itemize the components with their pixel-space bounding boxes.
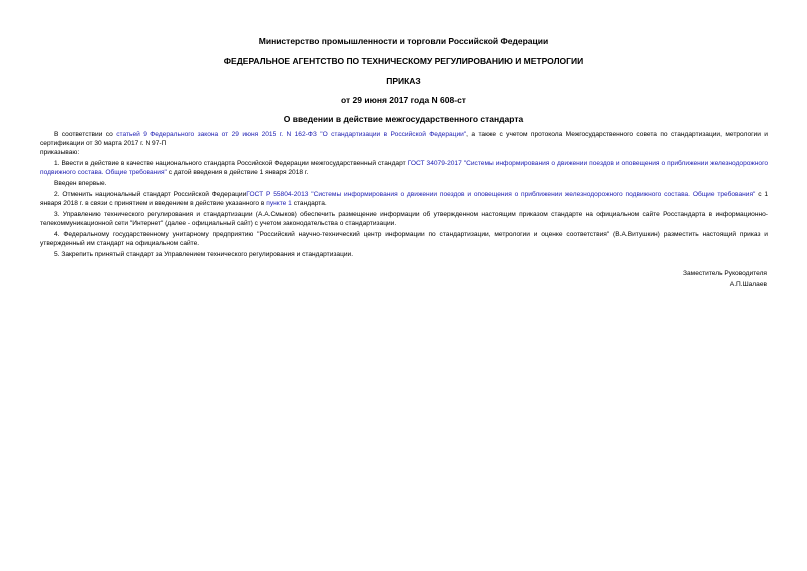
law-link[interactable]: статьей 9 Федерального закона от 29 июня 2015 г. N 162-ФЗ "О стандартизации в Российской Федерации"	[116, 131, 467, 138]
gost-34079-link[interactable]: ГОСТ 34079-2017 "Системы информирования о движении поездов и оповещения о приближении железнодорожного подвижного состава. Общие требования"	[40, 160, 769, 176]
text-span: с датой введения в действие 1 января 2018 г.	[166, 169, 309, 176]
paragraph-note: Введен впервые.	[54, 180, 107, 187]
document-type: ПРИКАЗ	[386, 76, 421, 86]
agency-heading: ФЕДЕРАЛЬНОЕ АГЕНТСТВО ПО ТЕХНИЧЕСКОМУ РЕГУЛИРОВАНИЮ И МЕТРОЛОГИИ	[223, 56, 584, 66]
paragraph-item-2	[40, 190, 768, 208]
item-1-link[interactable]: пункте 1	[266, 200, 292, 207]
text-span: В соответствии со	[54, 131, 117, 138]
text-span: стандарта.	[291, 200, 327, 207]
paragraph-preamble	[40, 130, 768, 148]
ministry-heading: Министерство промышленности и торговли Российской Федерации	[258, 36, 549, 46]
date-number: от 29 июня 2017 года N 608-ст	[341, 95, 466, 105]
paragraph-item-5: 5. Закрепить принятый стандарт за Управлением технического регулирования и стандартизации.	[54, 251, 354, 258]
signature-name: А.П.Шалаев	[729, 281, 767, 288]
gost-r-55804-link[interactable]: ГОСТ Р 55804-2013 "Системы информирования о движении поездов и оповещения о приближении железнодорожного подвижного состава. Общие требования"	[246, 191, 756, 198]
page-title: О введении в действие межгосударственного стандарта	[283, 114, 524, 124]
text-span: с 1 января 2018 г. в связи с принятием и введением в действие указанного в	[40, 191, 768, 207]
text-span: 1. Ввести в действие в качестве национального стандарта Российской Федерации межгосударственный стандарт	[54, 160, 408, 167]
paragraph-item-3: 3. Управлению технического регулирования и стандартизации (А.А.Смыков) обеспечить размещение информации об утвержденном настоящим приказом стандарте на официальном сайте Росстандарта в информационно-телекоммуникационной сети "Интернет" (далее - официальный сайт) с учетом законодательства о стандартизации.	[40, 211, 768, 227]
paragraph-item-4: 4. Федеральному государственному унитарному предприятию "Российский научно-технический центр информации по стандартизации, метрологии и оценке соответствия" (В.А.Витушкин) разместить настоящий приказ и утвержденный им стандарт на официальном сайте.	[40, 231, 768, 247]
order-word: приказываю:	[40, 149, 80, 156]
text-span: , а также с учетом протокола Межгосударственного совета по стандартизации, метрологии и сертификации от 30 марта 2017 г. N 97-П	[40, 131, 768, 147]
paragraph-item-1	[40, 159, 768, 177]
document-body	[40, 130, 768, 259]
signature-position: Заместитель Руководителя	[683, 270, 767, 277]
text-span: 2. Отменить национальный стандарт Российской Федерации	[54, 191, 247, 198]
